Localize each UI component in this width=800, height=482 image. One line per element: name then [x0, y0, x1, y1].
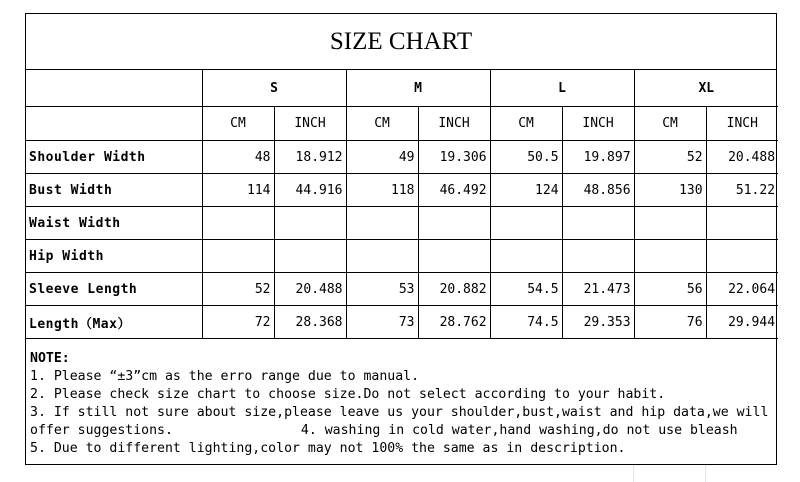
- table-cell: 52: [202, 273, 274, 306]
- size-header-m: M: [346, 70, 490, 107]
- table-row-shoulder-width: [26, 141, 778, 174]
- table-cell: [562, 207, 634, 240]
- note-line: [30, 422, 774, 440]
- table-cell: 19.306: [418, 141, 490, 174]
- table-cell: 20.488: [706, 141, 778, 174]
- table-cell: [274, 240, 346, 273]
- size-header-s: S: [202, 70, 346, 107]
- table-cell: 18.912: [274, 141, 346, 174]
- size-header-xl: XL: [634, 70, 778, 107]
- table-cell: 20.488: [274, 273, 346, 306]
- table-row-bust-width: [26, 174, 778, 207]
- table-cell: 19.897: [562, 141, 634, 174]
- table-cell: [346, 207, 418, 240]
- table-row-waist-width: [26, 207, 778, 240]
- table-cell: 56: [634, 273, 706, 306]
- size-chart: [25, 13, 777, 465]
- note-text: offer suggestions.: [30, 423, 173, 438]
- table-row-sleeve-length: [26, 273, 778, 306]
- table-cell: [634, 207, 706, 240]
- table-cell: [634, 240, 706, 273]
- header-corner-cell: [26, 70, 202, 107]
- unit-header-row: [26, 107, 778, 141]
- unit-header-s-inch: INCH: [274, 107, 346, 141]
- table-cell: 130: [634, 174, 706, 207]
- table-cell: 51.22: [706, 174, 778, 207]
- unit-header-l-inch: INCH: [562, 107, 634, 141]
- table-cell: [202, 207, 274, 240]
- table-cell: 21.473: [562, 273, 634, 306]
- table-cell: 29.944: [706, 306, 778, 339]
- note-line: 1. Please “±3”cm as the erro range due to manual.: [30, 369, 420, 384]
- row-label: Shoulder Width: [26, 141, 202, 174]
- table-cell: 50.5: [490, 141, 562, 174]
- notes-title: NOTE:: [30, 351, 70, 366]
- note-text: 4. washing in cold water,hand washing,do not use bleash: [300, 423, 738, 438]
- table-cell: 46.492: [418, 174, 490, 207]
- table-cell: 118: [346, 174, 418, 207]
- size-header-row: [26, 70, 778, 107]
- faint-grid-line: [633, 465, 634, 482]
- table-cell: 28.762: [418, 306, 490, 339]
- table-cell: [490, 240, 562, 273]
- notes-section: [30, 350, 774, 458]
- table-cell: [706, 240, 778, 273]
- row-label: Bust Width: [26, 174, 202, 207]
- table-cell: 54.5: [490, 273, 562, 306]
- row-label: Waist Width: [26, 207, 202, 240]
- table-cell: 48.856: [562, 174, 634, 207]
- unit-header-s-cm: CM: [202, 107, 274, 141]
- unit-header-m-inch: INCH: [418, 107, 490, 141]
- size-table: [26, 70, 778, 339]
- note-line: 5. Due to different lighting,color may not 100% the same as in description.: [30, 441, 626, 456]
- table-cell: 76: [634, 306, 706, 339]
- unit-header-xl-inch: INCH: [706, 107, 778, 141]
- table-cell: 20.882: [418, 273, 490, 306]
- table-cell: 74.5: [490, 306, 562, 339]
- table-cell: [418, 207, 490, 240]
- table-cell: [562, 240, 634, 273]
- table-cell: 48: [202, 141, 274, 174]
- table-cell: [274, 207, 346, 240]
- table-cell: [418, 240, 490, 273]
- table-cell: 44.916: [274, 174, 346, 207]
- row-label: Length（Max）: [26, 306, 202, 339]
- table-row-length-max: [26, 306, 778, 339]
- table-cell: 114: [202, 174, 274, 207]
- note-line: 3. If still not sure about size,please leave us your shoulder,bust,waist and hip data,we will: [30, 405, 769, 420]
- row-label: Hip Width: [26, 240, 202, 273]
- table-cell: [706, 207, 778, 240]
- note-line: 2. Please check size chart to choose size.Do not select according to your habit.: [30, 387, 666, 402]
- table-cell: 29.353: [562, 306, 634, 339]
- table-row-hip-width: [26, 240, 778, 273]
- row-label: Sleeve Length: [26, 273, 202, 306]
- table-cell: 73: [346, 306, 418, 339]
- unit-header-l-cm: CM: [490, 107, 562, 141]
- chart-title: SIZE CHART: [26, 14, 776, 70]
- table-cell: 72: [202, 306, 274, 339]
- table-cell: [346, 240, 418, 273]
- table-cell: 49: [346, 141, 418, 174]
- table-cell: 52: [634, 141, 706, 174]
- faint-grid-line: [705, 465, 706, 482]
- unit-header-m-cm: CM: [346, 107, 418, 141]
- size-header-l: L: [490, 70, 634, 107]
- table-cell: [202, 240, 274, 273]
- table-cell: [490, 207, 562, 240]
- unit-header-xl-cm: CM: [634, 107, 706, 141]
- table-cell: 53: [346, 273, 418, 306]
- table-cell: 22.064: [706, 273, 778, 306]
- table-cell: 28.368: [274, 306, 346, 339]
- table-cell: 124: [490, 174, 562, 207]
- unit-corner-cell: [26, 107, 202, 141]
